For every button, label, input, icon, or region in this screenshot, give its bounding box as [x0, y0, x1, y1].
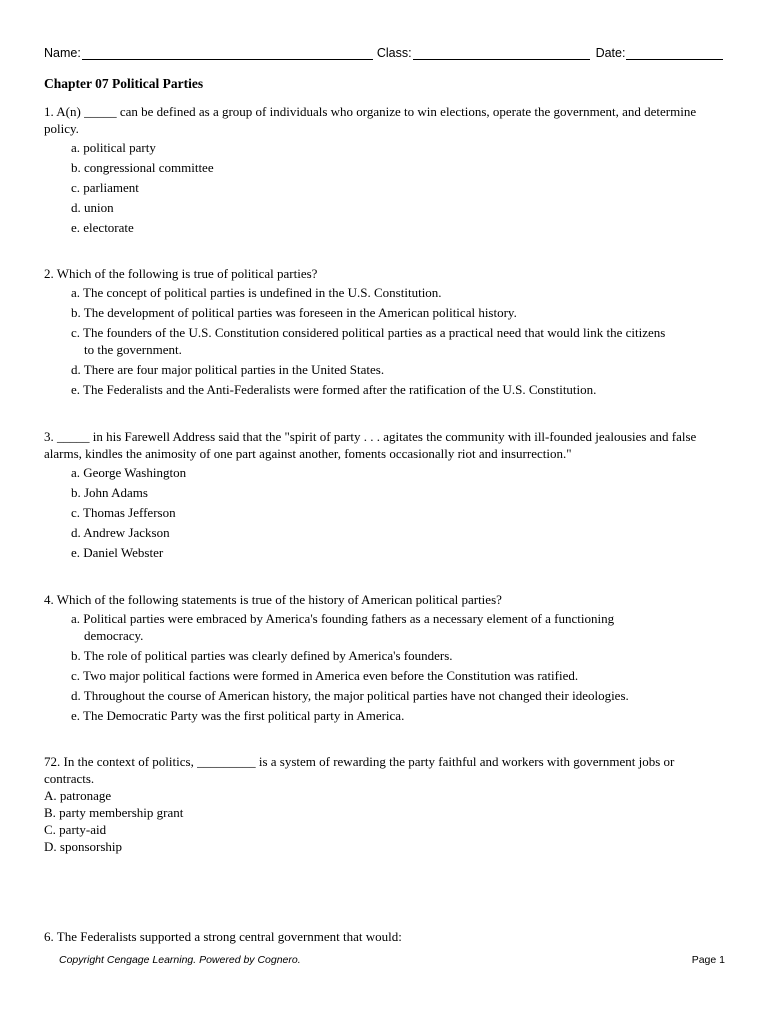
answer-option: a. The concept of political parties is undefined in the U.S. Constitution. [71, 285, 442, 300]
answer-option: c. Thomas Jefferson [71, 505, 176, 520]
answer-option: b. The development of political parties was foreseen in the American political history. [71, 305, 517, 320]
question-6 [44, 928, 724, 945]
answer-option: a. Political parties were embraced by America's founding fathers as a necessary element of a functioning democracy. [71, 611, 615, 643]
question-stem: 1. A(n) _____ can be defined as a group of individuals who organize to win elections, operate the government, and determine policy. [44, 104, 697, 136]
question-2 [44, 265, 724, 401]
class-label: Class: [376, 46, 412, 60]
question-4 [44, 591, 724, 727]
answer-option: C. party-aid [44, 822, 107, 837]
page-number: Page 1 [691, 954, 725, 966]
answer-option: a. political party [71, 140, 156, 155]
question-stem: 6. The Federalists supported a strong central government that would: [44, 929, 402, 944]
question-stem: 2. Which of the following is true of political parties? [44, 266, 318, 281]
question-3 [44, 428, 724, 564]
answer-option: b. congressional committee [71, 160, 214, 175]
answer-option: d. Andrew Jackson [71, 525, 170, 540]
answer-option: b. The role of political parties was clearly defined by America's founders. [71, 648, 453, 663]
answer-option: a. George Washington [71, 465, 187, 480]
answer-option: c. parliament [71, 180, 139, 195]
page-footer [59, 954, 725, 966]
name-label: Name: [44, 46, 81, 60]
date-field[interactable] [626, 45, 723, 60]
answer-option: A. patronage [44, 788, 112, 803]
question-72 [44, 753, 724, 855]
answer-option: e. electorate [71, 220, 134, 235]
answer-option: c. Two major political factions were formed in America even before the Constitution was ratified. [71, 668, 579, 683]
question-stem: 3. _____ in his Farewell Address said that the "spirit of party . . . agitates the community with ill-founded jealousies and false alarms, kindles the animosity of one part against another, foments occasionally riot and insurrection." [44, 429, 697, 461]
question-stem: 72. In the context of politics, _________ is a system of rewarding the party faithful and workers with government jobs or contracts. [44, 754, 675, 786]
question-stem: 4. Which of the following statements is true of the history of American political parties? [44, 592, 502, 607]
name-field[interactable] [82, 45, 373, 60]
answer-option: b. John Adams [71, 485, 148, 500]
copyright-text: Copyright Cengage Learning. Powered by Cognero. [59, 954, 301, 966]
answer-option: B. party membership grant [44, 805, 184, 820]
answer-option: d. Throughout the course of American history, the major political parties have not changed their ideologies. [71, 688, 629, 703]
answer-option: d. There are four major political parties in the United States. [71, 362, 385, 377]
worksheet-header [44, 45, 725, 60]
answer-option: e. Daniel Webster [71, 545, 164, 560]
question-1 [44, 103, 724, 239]
chapter-title: Chapter 07 Political Parties [44, 76, 204, 91]
answer-option: d. union [71, 200, 114, 215]
answer-option: e. The Federalists and the Anti-Federalists were formed after the ratification of the U.S. Constitution. [71, 382, 597, 397]
answer-option: D. sponsorship [44, 839, 123, 854]
answer-option: e. The Democratic Party was the first political party in America. [71, 708, 405, 723]
date-label: Date: [595, 46, 626, 60]
answer-option: c. The founders of the U.S. Constitution considered political parties as a practical need that would link the citizens to the government. [71, 325, 666, 357]
class-field[interactable] [413, 45, 590, 60]
